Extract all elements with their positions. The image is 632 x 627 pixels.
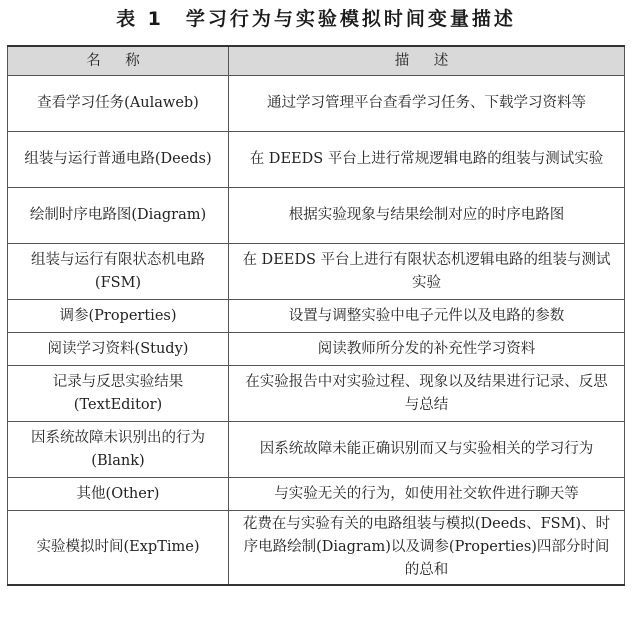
row-name: 阅读学习资料(Study) <box>8 333 229 366</box>
row-name: 因系统故障未识别出的行为(Blank) <box>8 422 229 478</box>
row-description: 设置与调整实验中电子元件以及电路的参数 <box>229 300 625 333</box>
table-row <box>8 333 625 366</box>
table-row <box>8 132 625 188</box>
row-name: 查看学习任务(Aulaweb) <box>8 76 229 132</box>
table-number: 表 1 <box>116 8 164 30</box>
row-description: 花费在与实验有关的电路组装与模拟(Deeds、FSM)、时序电路绘制(Diagram)以及调参(Properties)四部分时间的总和 <box>229 511 625 586</box>
row-name: 绘制时序电路图(Diagram) <box>8 188 229 244</box>
row-description: 与实验无关的行为，如使用社交软件进行聊天等 <box>229 478 625 511</box>
row-description: 在 DEEDS 平台上进行常规逻辑电路的组装与测试实验 <box>229 132 625 188</box>
table-title: 学习行为与实验模拟时间变量描述 <box>185 8 516 30</box>
row-description: 在实验报告中对实验过程、现象以及结果进行记录、反思与总结 <box>229 366 625 422</box>
table-row <box>8 478 625 511</box>
row-description: 在 DEEDS 平台上进行有限状态机逻辑电路的组装与测试实验 <box>229 244 625 300</box>
table-row <box>8 300 625 333</box>
header-name: 名 称 <box>8 46 229 76</box>
row-name: 组装与运行普通电路(Deeds) <box>8 132 229 188</box>
row-description: 阅读教师所分发的补充性学习资料 <box>229 333 625 366</box>
table-row <box>8 511 625 586</box>
table-row <box>8 244 625 300</box>
row-name: 实验模拟时间(ExpTime) <box>8 511 229 586</box>
row-name: 其他(Other) <box>8 478 229 511</box>
row-name: 调参(Properties) <box>8 300 229 333</box>
row-name: 记录与反思实验结果(TextEditor) <box>8 366 229 422</box>
table-caption <box>0 4 632 31</box>
variable-description-table <box>7 45 625 586</box>
table-row <box>8 422 625 478</box>
header-description: 描 述 <box>229 46 625 76</box>
header-row <box>8 46 625 76</box>
row-name: 组装与运行有限状态机电路(FSM) <box>8 244 229 300</box>
row-description: 根据实验现象与结果绘制对应的时序电路图 <box>229 188 625 244</box>
table-row <box>8 76 625 132</box>
row-description: 通过学习管理平台查看学习任务、下载学习资料等 <box>229 76 625 132</box>
row-description: 因系统故障未能正确识别而又与实验相关的学习行为 <box>229 422 625 478</box>
table-row <box>8 366 625 422</box>
table-row <box>8 188 625 244</box>
